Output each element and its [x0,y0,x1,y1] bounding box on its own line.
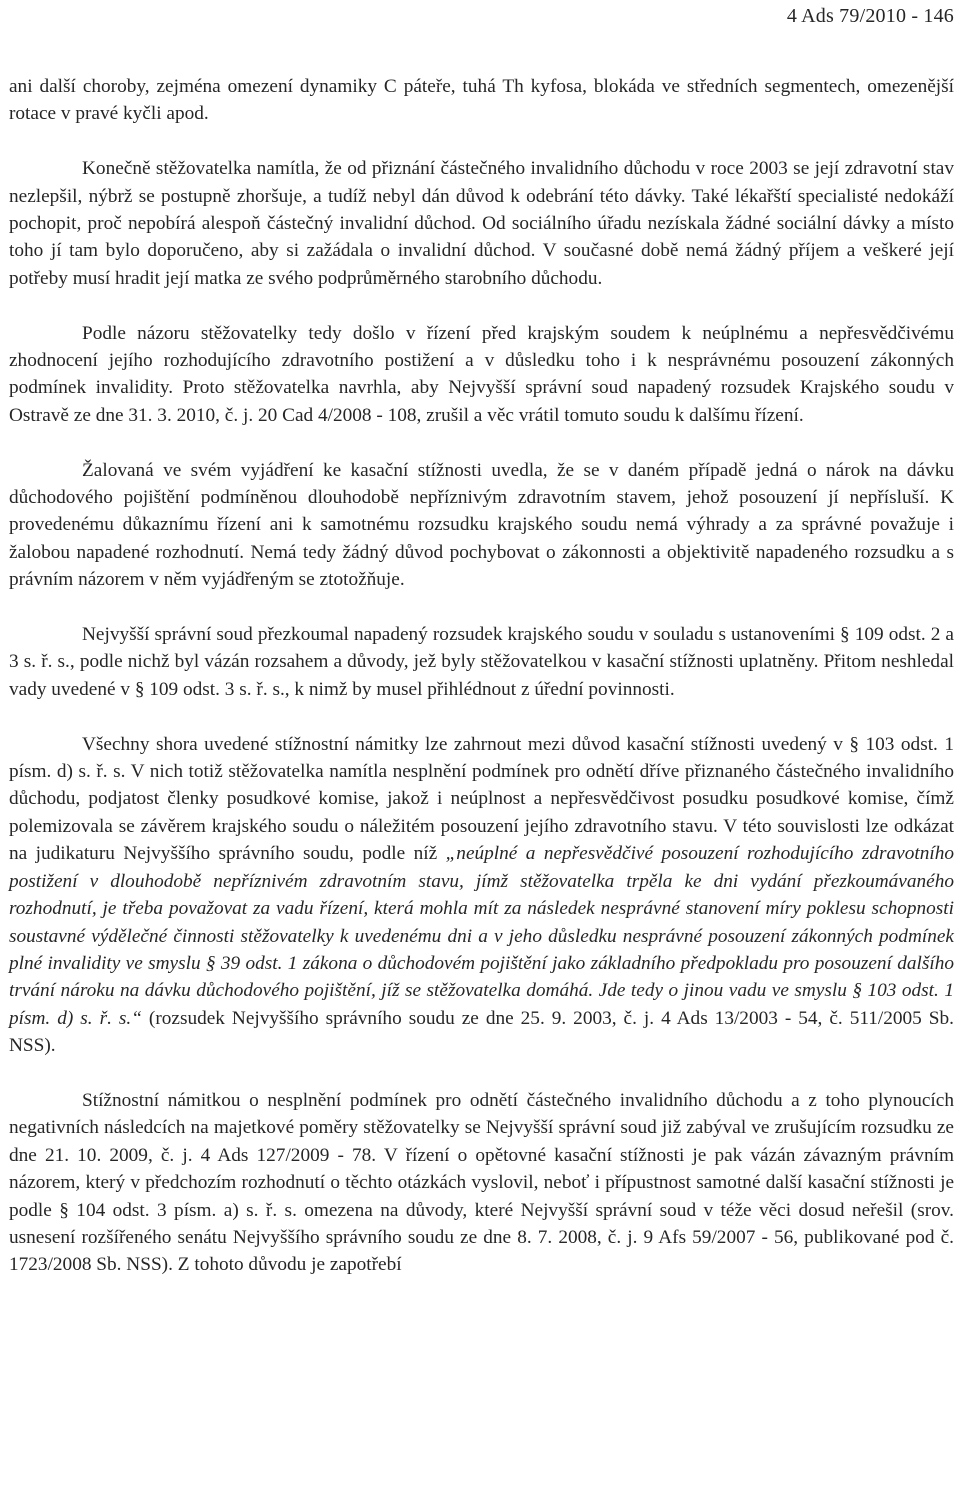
paragraph-text: Konečně stěžovatelka namítla, že od přiznání částečného invalidního důchodu v roce 2003 se její zdravotní stav nezlepšil, nýbrž se postupně zhoršuje, a tudíž nebyl dán důvod k odebrání této dávky. Také lékařští specialisté nedokáží pochopit, proč nepobírá alespoň částečný invalidní důchod. Od sociálního úřadu nezískala žádné sociální dávky a místo toho jí tam bylo doporučeno, aby si zažádala o invalidní důchod. V současné době nemá žádný příjem a veškeré její potřeby musí hradit její matka ze svého podprůměrného starobního důchodu. [9,158,954,289]
paragraph [9,320,954,430]
paragraph [9,155,954,292]
paragraph-text: Podle názoru stěžovatelky tedy došlo v řízení před krajským soudem k neúplnému a nepřesvědčivému zhodnocení jejího rozhodujícího zdravotního postižení a v důsledku toho i k nesprávnému posouzení zákonných podmínek invalidity. Proto stěžovatelka navrhla, aby Nejvyšší správní soud napadený rozsudek Krajského soudu v Ostravě ze dne 31. 3. 2010, č. j. 20 Cad 4/2008 - 108, zrušil a věc vrátil tomuto soudu k dalšímu řízení. [9,322,954,426]
citation-text: (rozsudek Nejvyššího správního soudu ze dne 25. 9. 2003, č. j. 4 Ads 13/2003 - 54, č. 511/2005 Sb. NSS). [9,1007,954,1057]
paragraph-text: Stížnostní námitkou o nesplnění podmínek pro odnětí částečného invalidního důchodu a z toho plynoucích negativních následcích na majetkové poměry stěžovatelky se Nejvyšší správní soud již zabýval ve zrušujícím rozsudku ze dne 21. 10. 2009, č. j. 4 Ads 127/2009 - 78. V řízení o opětovné kasační stížnosti je pak vázán závazným právním názorem, který v předchozím rozhodnutí o těchto otázkách vyslovil, neboť i přípustnost samotné další kasační stížnosti je podle § 104 odst. 3 písm. a) s. ř. s. omezena na důvody, které Nejvyšší správní soud v téže věci dosud neřešil (srov. usnesení rozšířeného senátu Nejvyššího správního soudu ze dne 8. 7. 2008, č. j. 9 Afs 59/2007 - 56, publikované pod č. 1723/2008 Sb. NSS). Z tohoto důvodu je zapotřebí [9,1089,954,1276]
paragraph-text: Žalovaná ve svém vyjádření ke kasační stížnosti uvedla, že se v daném případě jedná o nárok na dávku důchodového pojištění podmíněnou dlouhodobě nepříznivým zdravotním stavem, jehož posouzení jí nepřísluší. K provedenému důkaznímu řízení ani k samotnému rozsudku krajského soudu nemá výhrady a za správné považuje i žalobou napadené rozhodnutí. Nemá tedy žádný důvod pochybovat o zákonnosti a objektivitě napadeného rozsudku a s právním názorem v něm vyjádřeným se ztotožňuje. [9,459,954,591]
case-law-quotation: „neúplné a nepřesvědčivé posouzení rozhodujícího zdravotního postižení v dlouhodobě nepříznivém zdravotním stavu, jímž stěžovatelka trpěla ke dni vydání přezkoumávaného rozhodnutí, je třeba považovat za vadu řízení, která mohla mít za následek nesprávné stanovení míry poklesu schopnosti soustavné výdělečné činnosti stěžovatelky k uvedenému dni a v jeho důsledku nesprávné posouzení zákonných podmínek plné invalidity ve smyslu § 39 odst. 1 zákona o důchodovém pojištění jako základního předpokladu pro posouzení dalšího trvání nároku na dávku důchodového pojištění, jíž se stěžovatelka domáhá. Jde tedy o jinou vadu ve smyslu § 103 odst. 1 písm. d) s. ř. s.“ [9,843,954,1029]
case-reference-header: 4 Ads 79/2010 - 146 [786,5,954,27]
paragraph [9,1087,954,1279]
document-body [9,73,954,1279]
paragraph [9,731,954,1060]
paragraph-text: Nejvyšší správní soud přezkoumal napadený rozsudek krajského soudu v souladu s ustanoveními § 109 odst. 2 a 3 s. ř. s., podle nichž byl vázán rozsahem a důvody, jež byly stěžovatelkou v kasační stížnosti uplatněny. Přitom neshledal vady uvedené v § 109 odst. 3 s. ř. s., k nimž by musel přihlédnout z úřední povinnosti. [9,624,954,700]
paragraph-text: ani další choroby, zejména omezení dynamiky C páteře, tuhá Th kyfosa, blokáda ve středních segmentech, omezenější rotace v pravé kyčli apod. [9,76,954,125]
paragraph-text: Všechny shora uvedené stížnostní námitky lze zahrnout mezi důvod kasační stížnosti uvedený v § 103 odst. 1 písm. d) s. ř. s. V nich totiž stěžovatelka namítla nesplnění podmínek pro odnětí dříve přiznaného částečného invalidního důchodu, podjatost členky posudkové komise, jakož i neúplnost a nepřesvědčivost posudku posudkové komise, čímž polemizovala se závěrem krajského soudu o náležitém posouzení jejího zdravotního stavu. V této souvislosti lze odkázat na judikaturu Nejvyššího správního soudu, podle níž [9,733,954,865]
paragraph [9,621,954,703]
paragraph [9,457,954,594]
paragraph [9,73,954,128]
